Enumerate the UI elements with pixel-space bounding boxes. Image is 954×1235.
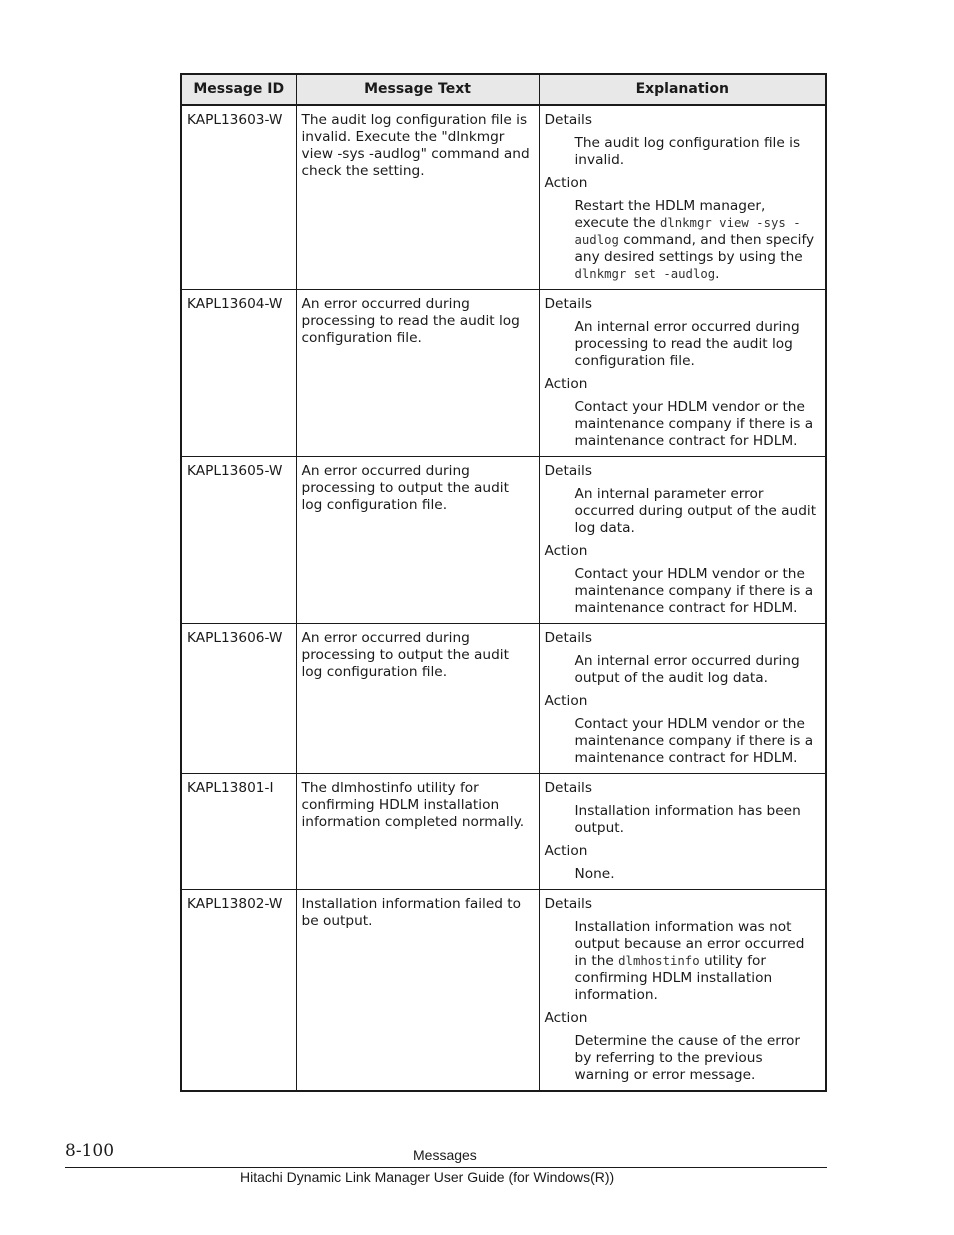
action-label: Action (544, 376, 588, 392)
action-text: Contact your HDLM vendor or the maintenance company if there is a maintenance contract for HDLM. (574, 716, 814, 766)
table-row (181, 105, 826, 290)
details-text: An internal error occurred during processing to read the audit log configuration file. (574, 319, 800, 369)
header-message-id: Message ID (181, 74, 296, 105)
details-text: An internal error occurred during output of the audit log data. (574, 653, 800, 686)
message-text-cell: Installation information failed to be output. (296, 890, 539, 1092)
message-text-cell: An error occurred during processing to read the audit log configuration file. (296, 290, 539, 457)
header-explanation: Explanation (539, 74, 826, 105)
message-text-cell: An error occurred during processing to output the audit log configuration file. (296, 457, 539, 624)
action-text: Restart the HDLM manager, execute the dlnkmgr view -sys -audlog command, and then specify any desired settings by using the dlnkmgr set -audlog. (574, 198, 815, 282)
table-row (181, 624, 826, 774)
page-number: 8-100 (65, 1141, 115, 1161)
action-text: Contact your HDLM vendor or the maintenance company if there is a maintenance contract for HDLM. (574, 566, 814, 616)
table-header-row (181, 74, 826, 105)
details-label: Details (544, 630, 592, 646)
message-text-cell: An error occurred during processing to output the audit log configuration file. (296, 624, 539, 774)
details-label: Details (544, 463, 592, 479)
message-id-cell: KAPL13603-W (181, 105, 296, 290)
message-id-cell: KAPL13605-W (181, 457, 296, 624)
action-label: Action (544, 693, 588, 709)
explanation-cell (539, 624, 826, 774)
explanation-cell (539, 890, 826, 1092)
message-id-cell: KAPL13606-W (181, 624, 296, 774)
details-text: Installation information was not output because an error occurred in the dlmhostinfo utility for confirming HDLM installation information. (574, 919, 805, 1003)
action-text: None. (574, 866, 615, 882)
details-label: Details (544, 780, 592, 796)
action-label: Action (544, 1010, 588, 1026)
action-label: Action (544, 175, 588, 191)
message-id-cell: KAPL13604-W (181, 290, 296, 457)
table-row (181, 290, 826, 457)
footer-document-title: Hitachi Dynamic Link Manager User Guide (for Windows(R)) (240, 1169, 615, 1185)
details-label: Details (544, 112, 592, 128)
details-text: The audit log configuration file is invalid. (574, 135, 801, 168)
action-label: Action (544, 543, 588, 559)
table-row (181, 890, 826, 1092)
table-row (181, 457, 826, 624)
explanation-cell (539, 457, 826, 624)
table-row (181, 774, 826, 890)
action-text: Contact your HDLM vendor or the maintenance company if there is a maintenance contract for HDLM. (574, 399, 814, 449)
action-text: Determine the cause of the error by referring to the previous warning or error message. (574, 1033, 801, 1083)
message-text-cell: The audit log configuration file is invalid. Execute the "dlnkmgr view -sys -audlog" command and check the setting. (296, 105, 539, 290)
explanation-cell (539, 290, 826, 457)
header-message-text: Message Text (296, 74, 539, 105)
footer-section-title: Messages (413, 1147, 477, 1163)
explanation-cell (539, 105, 826, 290)
footer-divider (65, 1167, 827, 1168)
action-label: Action (544, 843, 588, 859)
message-id-cell: KAPL13802-W (181, 890, 296, 1092)
messages-table (180, 73, 827, 1092)
details-text: Installation information has been output. (574, 803, 801, 836)
details-label: Details (544, 896, 592, 912)
message-id-cell: KAPL13801-I (181, 774, 296, 890)
explanation-cell (539, 774, 826, 890)
details-text: An internal parameter error occurred during output of the audit log data. (574, 486, 817, 536)
details-label: Details (544, 296, 592, 312)
message-text-cell: The dlmhostinfo utility for confirming HDLM installation information completed normally. (296, 774, 539, 890)
